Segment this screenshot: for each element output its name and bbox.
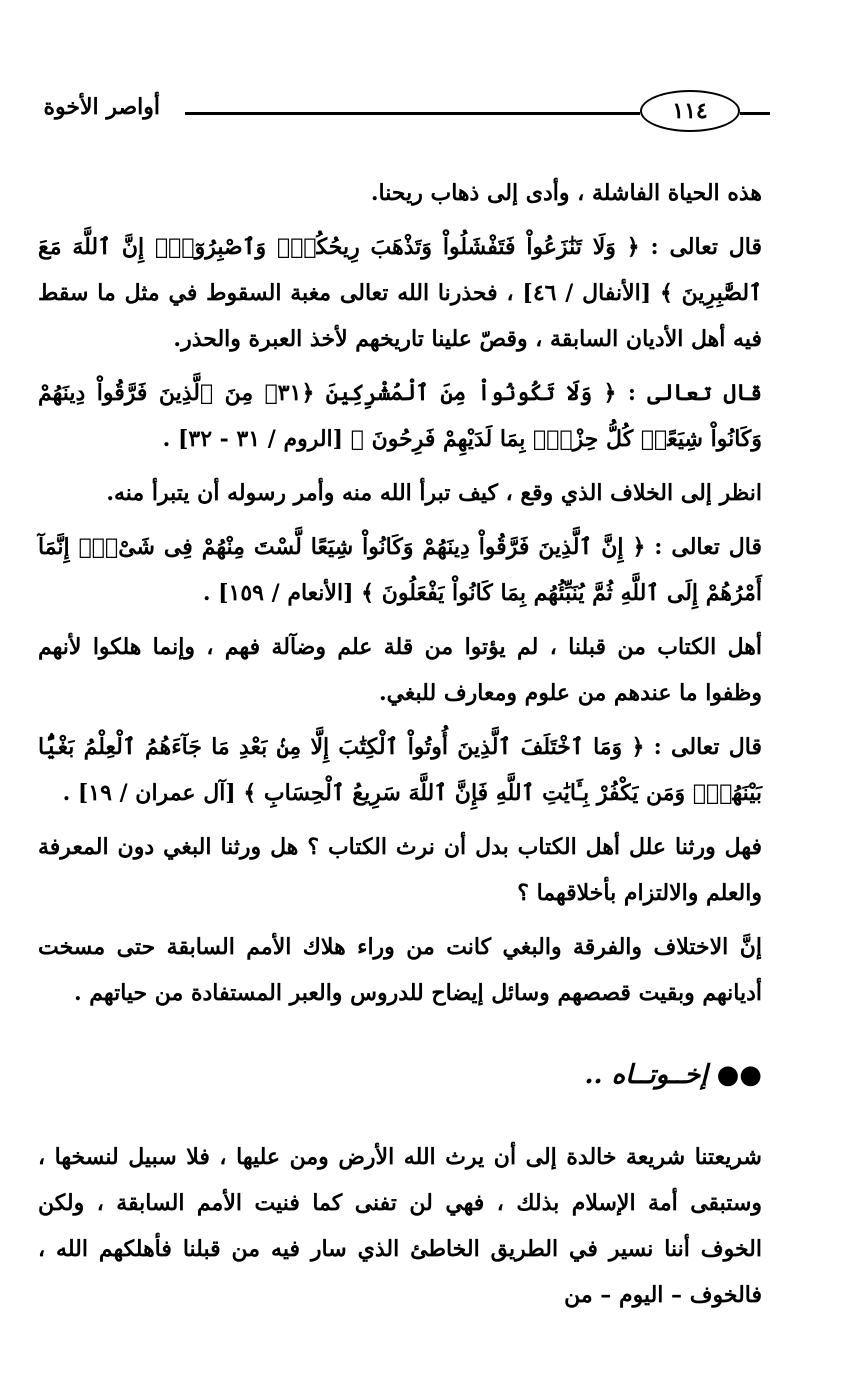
paragraph-1: هذه الحياة الفاشلة ، وأدى إلى ذهاب ريحنا.	[370, 180, 762, 206]
paragraph-2: قال تعالى : ﴿ وَلَا تَنَٰزَعُواْ فَتَفْشَلُواْ وَتَذْهَبَ رِيحُكُمْۖ وَٱصْبِرُوٓاْۚ إِنَّ ٱللَّهَ مَعَ ٱلصَّٰبِرِينَ ﴾ [الأنفال / ٤٦] ، فحذرنا الله تعالى مغبة السقوط في مثل ما سقط فيه أهل الأديان السابقة ، وقصّ علينا تاريخهم لأخذ العبرة والحذر.	[38, 234, 762, 352]
header-rule-right	[740, 112, 770, 115]
paragraph-5: قال تعالى : ﴿ إِنَّ ٱلَّذِينَ فَرَّقُواْ دِينَهُمْ وَكَانُواْ شِيَعًا لَّسْتَ مِنْهُمْ فِى شَىْءٍۚ إِنَّمَآ أَمْرُهُمْ إِلَى ٱللَّهِ ثُمَّ يُنَبِّئُهُم بِمَا كَانُواْ يَفْعَلُونَ ﴾ [الأنعام / ١٥٩] .	[38, 534, 762, 606]
paragraph-final: شريعتنا شريعة خالدة إلى أن يرث الله الأرض ومن عليها ، فلا سبيل لنسخها ، وستبقى أمة الإسلام بذلك ، فهي لن تفنى كما فنيت الأمم السابقة ، ولكن الخوف أننا نسير في الطريق الخاطئ الذي سار فيه من قبلنا فأهلكهم الله ، فالخوف – اليوم – من	[38, 1144, 762, 1308]
page-header	[0, 88, 850, 138]
paragraph-4: انظر إلى الخلاف الذي وقع ، كيف تبرأ الله منه وأمر رسوله أن يتبرأ منه.	[106, 480, 762, 506]
page-body	[38, 170, 762, 1326]
paragraph-7: قال تعالى : ﴿ وَمَا ٱخْتَلَفَ ٱلَّذِينَ أُوتُواْ ٱلْكِتَٰبَ إِلَّا مِنۢ بَعْدِ مَا جَآءَهُمُ ٱلْعِلْمُ بَغْيًۢا بَيْنَهُمْۗ وَمَن يَكْفُرْ بِـَٔايَٰتِ ٱللَّهِ فَإِنَّ ٱللَّهَ سَرِيعُ ٱلْحِسَابِ ﴾ [آل عمران / ١٩] .	[38, 734, 762, 806]
page-number: ١١٤	[640, 90, 740, 132]
book-title: أواصر الأخوة	[43, 94, 160, 120]
header-rule	[185, 112, 640, 115]
paragraph-3: قال تعالى : ﴿ وَلَا تَكُونُواْ مِنَ ٱلْمُشْرِكِينَ ﴿٣١﴾ مِنَ ٱلَّذِينَ فَرَّقُواْ دِينَهُمْ وَكَانُواْ شِيَعًاۖ كُلُّ حِزْبِۭ بِمَا لَدَيْهِمْ فَرِحُونَ ﴾ [الروم / ٣١ - ٣٢] .	[38, 380, 762, 452]
paragraph-9: إنَّ الاختلاف والفرقة والبغي كانت من وراء هلاك الأمم السابقة حتى مسخت أديانهم وبقيت قصصهم وسائل إيضاح للدروس والعبر المستفادة من حياتهم .	[38, 934, 762, 1006]
section-heading: ●● إخــوتــاه ..	[584, 1060, 762, 1090]
paragraph-6: أهل الكتاب من قبلنا ، لم يؤتوا من قلة علم وضآلة فهم ، وإنما هلكوا لأنهم وظفوا ما عندهم من علوم ومعارف للبغي.	[38, 634, 762, 706]
paragraph-8: فهل ورثنا علل أهل الكتاب بدل أن نرث الكتاب ؟ هل ورثنا البغي دون المعرفة والعلم والالتزام بأخلاقهما ؟	[38, 834, 762, 906]
